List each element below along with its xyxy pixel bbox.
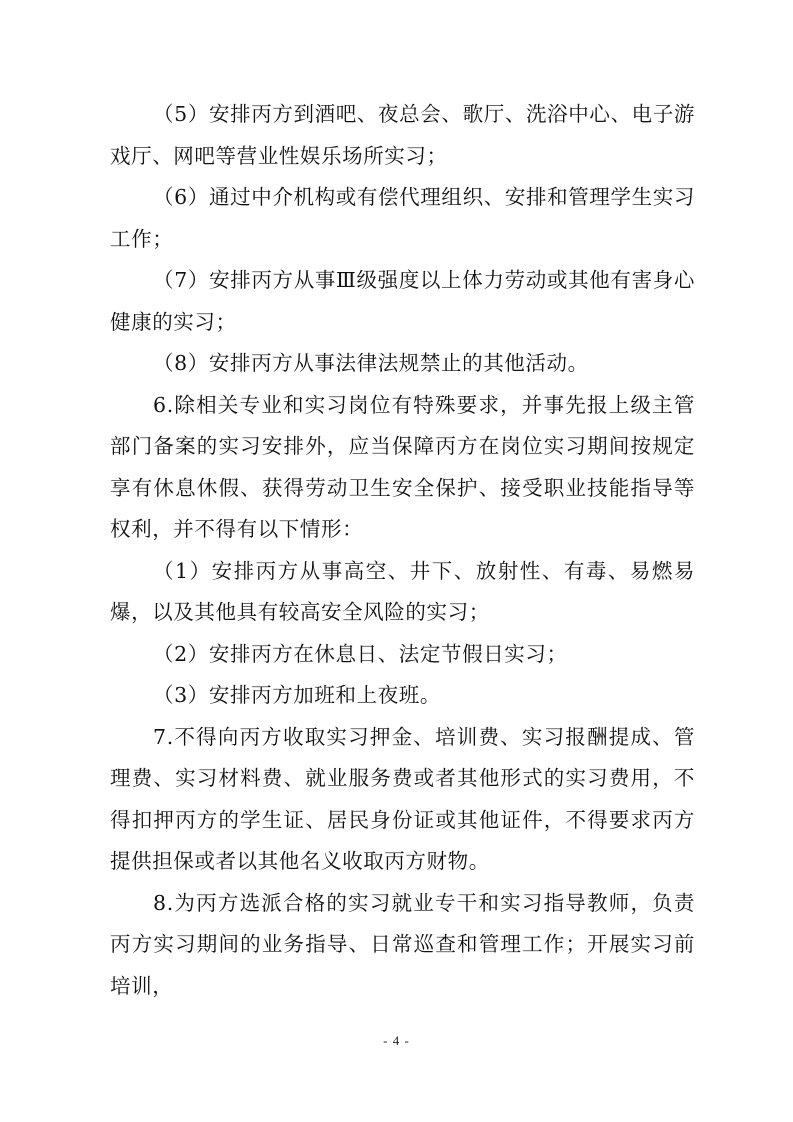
- paragraph-clause-7: 7.不得向丙方收取实习押金、培训费、实习报酬提成、管理费、实习材料费、就业服务费或者其他形式的实习费用，不得扣押丙方的学生证、居民身份证或其他证件，不得要求丙方提供担保或者以其他名义收取丙方财物。: [110, 724, 695, 873]
- paragraph-item-1: （1）安排丙方从事高空、井下、放射性、有毒、易燃易爆，以及其他具有较高安全风险的实习；: [110, 558, 695, 624]
- paragraph-item-5: （5）安排丙方到酒吧、夜总会、歌厅、洗浴中心、电子游戏厅、网吧等营业性娱乐场所实习；: [110, 102, 695, 168]
- page-number: - 4 -: [383, 1033, 410, 1048]
- document-body: [110, 94, 695, 1007]
- paragraph-clause-8: 8.为丙方选派合格的实习就业专干和实习指导教师，负责丙方实习期间的业务指导、日常巡查和管理工作；开展实习前培训，: [110, 890, 695, 998]
- paragraph-item-7: （7）安排丙方从事Ⅲ级强度以上体力劳动或其他有害身心健康的实习；: [110, 268, 695, 334]
- paragraph-item-8: （8）安排丙方从事法律法规禁止的其他活动。: [153, 351, 589, 375]
- paragraph-item-6: （6）通过中介机构或有偿代理组织、安排和管理学生实习工作；: [110, 185, 695, 251]
- paragraph-item-2: （2）安排丙方在休息日、法定节假日实习；: [153, 641, 568, 666]
- paragraph-clause-6: 6.除相关专业和实习岗位有特殊要求，并事先报上级主管部门备案的实习安排外，应当保障丙方在岗位实习期间按规定享有休息休假、获得劳动卫生安全保护、接受职业技能指导等权利，并不得有以下情形：: [110, 392, 695, 541]
- paragraph-item-3: （3）安排丙方加班和上夜班。: [153, 683, 441, 707]
